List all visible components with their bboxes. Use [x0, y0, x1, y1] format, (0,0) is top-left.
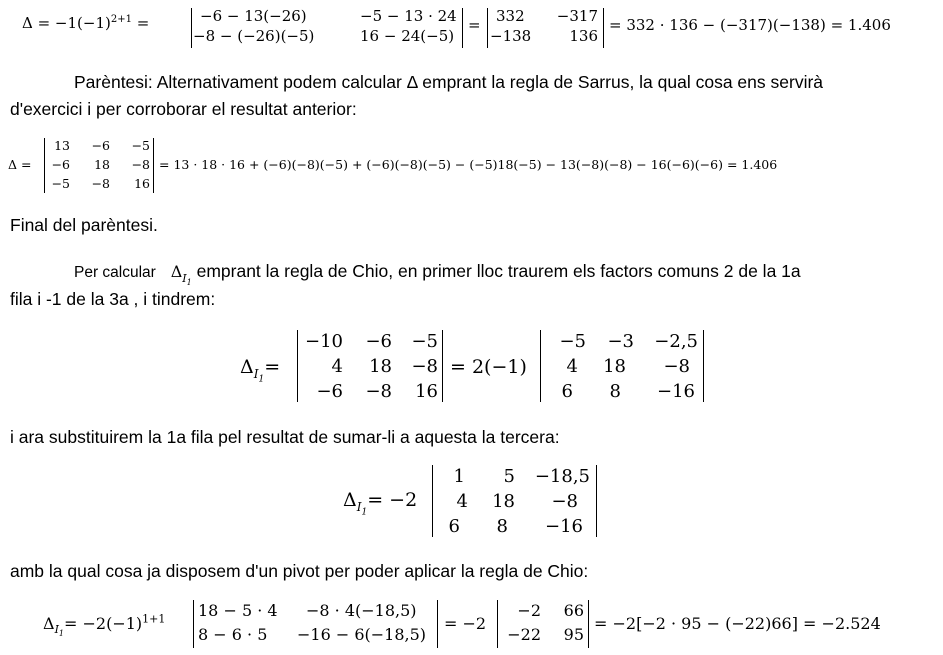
eq3-m2-right-bar [703, 330, 704, 402]
eq2-a12: −6 [91, 138, 110, 153]
eq5-rhs: = −2[−2 · 95 − (−22)66] = −2.524 [594, 614, 881, 633]
para1-line2: d'exercici i per corroborar el resultat anterior: [10, 99, 357, 119]
eq3-m1-right-bar [442, 330, 443, 402]
eq2-a23: −8 [131, 157, 150, 172]
eq5-mid: = −2 [444, 614, 487, 633]
eq3-m2-a12: −3 [607, 331, 634, 352]
eq1-m2-a12: −317 [556, 7, 598, 25]
eq5-m1-right-bar [437, 600, 438, 648]
eq3-m2-a32: 8 [609, 381, 621, 402]
eq3-mid: = 2(−1) [450, 356, 527, 378]
eq3-m1-a11: −10 [305, 331, 343, 352]
eq2-a13: −5 [131, 138, 150, 153]
eq2-lhs: Δ = [8, 157, 32, 172]
eq1-m1-right-bar [462, 8, 463, 48]
eq3-m1-a21: 4 [331, 356, 343, 377]
eq5-m1-a11: 18 − 5 · 4 [198, 601, 278, 620]
eq5-m1-a21: 8 − 6 · 5 [198, 625, 268, 644]
eq3-m1-a22: 18 [369, 356, 392, 377]
eq4-a12: 5 [503, 466, 515, 487]
eq3-m2-a13: −2,5 [654, 331, 698, 352]
eq2-a21: −6 [51, 157, 70, 172]
eq3-lhs: $\Delta_{I_1}=$ [240, 356, 281, 385]
eq1-m2-a21: −138 [490, 27, 532, 45]
eq4-a23: −8 [551, 491, 578, 512]
eq2-a22: 18 [94, 157, 110, 172]
eq3-m1-a12: −6 [365, 331, 392, 352]
eq3-m1-a31: −6 [316, 381, 343, 402]
eq2-a31: −5 [51, 176, 70, 191]
eq3-m2-a23: −8 [663, 356, 690, 377]
eq3-m2-a33: −16 [657, 381, 695, 402]
eq4-a33: −16 [545, 516, 583, 537]
eq1-m1-left-bar [191, 8, 192, 48]
eq1-m2-right-bar [603, 8, 604, 48]
eq5-m2-a21: −22 [507, 625, 541, 644]
para3-line1: Per calcular $\Delta_{I_1}$ emprant la regla de Chio, en primer lloc traurem els factors comuns 2 de la 1a [74, 261, 801, 287]
eq1-m1-a12: −5 − 13 · 24 [360, 7, 457, 25]
eq2-a32: −8 [91, 176, 110, 191]
eq3-m2-left-bar [540, 330, 541, 402]
eq4-a31: 6 [448, 516, 460, 537]
eq3-m1-a13: −5 [411, 331, 438, 352]
eq1-m1-a22: 16 − 24(−5) [360, 27, 455, 45]
eq3-m2-a31: 6 [561, 381, 573, 402]
eq4-a32: 8 [496, 516, 508, 537]
para1-line1: Parèntesi: Alternativament podem calcular Δ emprant la regla de Sarrus, la qual cosa ens servirà [74, 72, 824, 92]
eq3-m1-a32: −8 [365, 381, 392, 402]
eq5-m1-left-bar [193, 600, 194, 648]
eq1-m2-a22: 136 [569, 27, 598, 45]
eq4-m-left-bar [432, 465, 433, 537]
para5-text: amb la qual cosa ja disposem d'un pivot per poder aplicar la regla de Chio: [10, 561, 589, 581]
eq2-a11: 13 [54, 138, 70, 153]
para4-text: i ara substituirem la 1a fila pel resultat de sumar-li a aquesta la tercera: [10, 427, 560, 447]
eq1-rhs: = 332 · 136 − (−317)(−138) = 1.406 [609, 16, 891, 34]
eq5-m2-a12: 66 [563, 601, 584, 620]
eq1-lhs: $\Delta = -1(-1)^{2+1}$ = [22, 14, 150, 32]
eq2-m-right-bar [153, 138, 154, 193]
eq1-m1-a21: −8 − (−26)(−5) [193, 27, 315, 45]
eq4-a22: 18 [492, 491, 515, 512]
eq2-m-left-bar [44, 138, 45, 193]
eq5-m2-left-bar [497, 600, 498, 648]
eq1-m1-a11: −6 − 13(−26) [200, 7, 307, 25]
eq3-m2-a11: −5 [559, 331, 586, 352]
eq1-m2-a11: 332 [496, 7, 525, 25]
eq5-lhs: $\Delta_{I_1}= -2(-1)^{1+1}$ [43, 612, 166, 639]
eq4-a13: −18,5 [534, 466, 590, 487]
para2-text: Final del parèntesi. [10, 215, 158, 235]
eq2-a33: 16 [134, 176, 150, 191]
eq4-lhs: $\Delta_{I_1}= -2$ [343, 489, 418, 518]
eq3-m2-a22: 18 [603, 356, 626, 377]
eq3-m1-a33: 16 [415, 381, 438, 402]
eq5-m1-a22: −16 − 6(−18,5) [297, 625, 427, 644]
eq3-m1-a23: −8 [411, 356, 438, 377]
eq1-eq2: = [468, 16, 481, 34]
eq5-m2-a11: −2 [517, 601, 541, 620]
eq2-rhs: = 13 · 18 · 16 + (−6)(−8)(−5) + (−6)(−8)(−5) − (−5)18(−5) − 13(−8)(−8) − 16(−6)(−6) = 1.406 [159, 157, 778, 172]
eq1-m2-left-bar [487, 8, 488, 48]
eq5-m2-right-bar [588, 600, 589, 648]
eq4-a11: 1 [453, 466, 465, 487]
eq4-m-right-bar [596, 465, 597, 537]
eq4-a21: 4 [456, 491, 468, 512]
para3-line2: fila i -1 de la 3a , i tindrem: [10, 289, 216, 309]
eq3-m2-a21: 4 [566, 356, 578, 377]
eq5-m1-a12: −8 · 4(−18,5) [306, 601, 417, 620]
eq5-m2-a22: 95 [563, 625, 584, 644]
